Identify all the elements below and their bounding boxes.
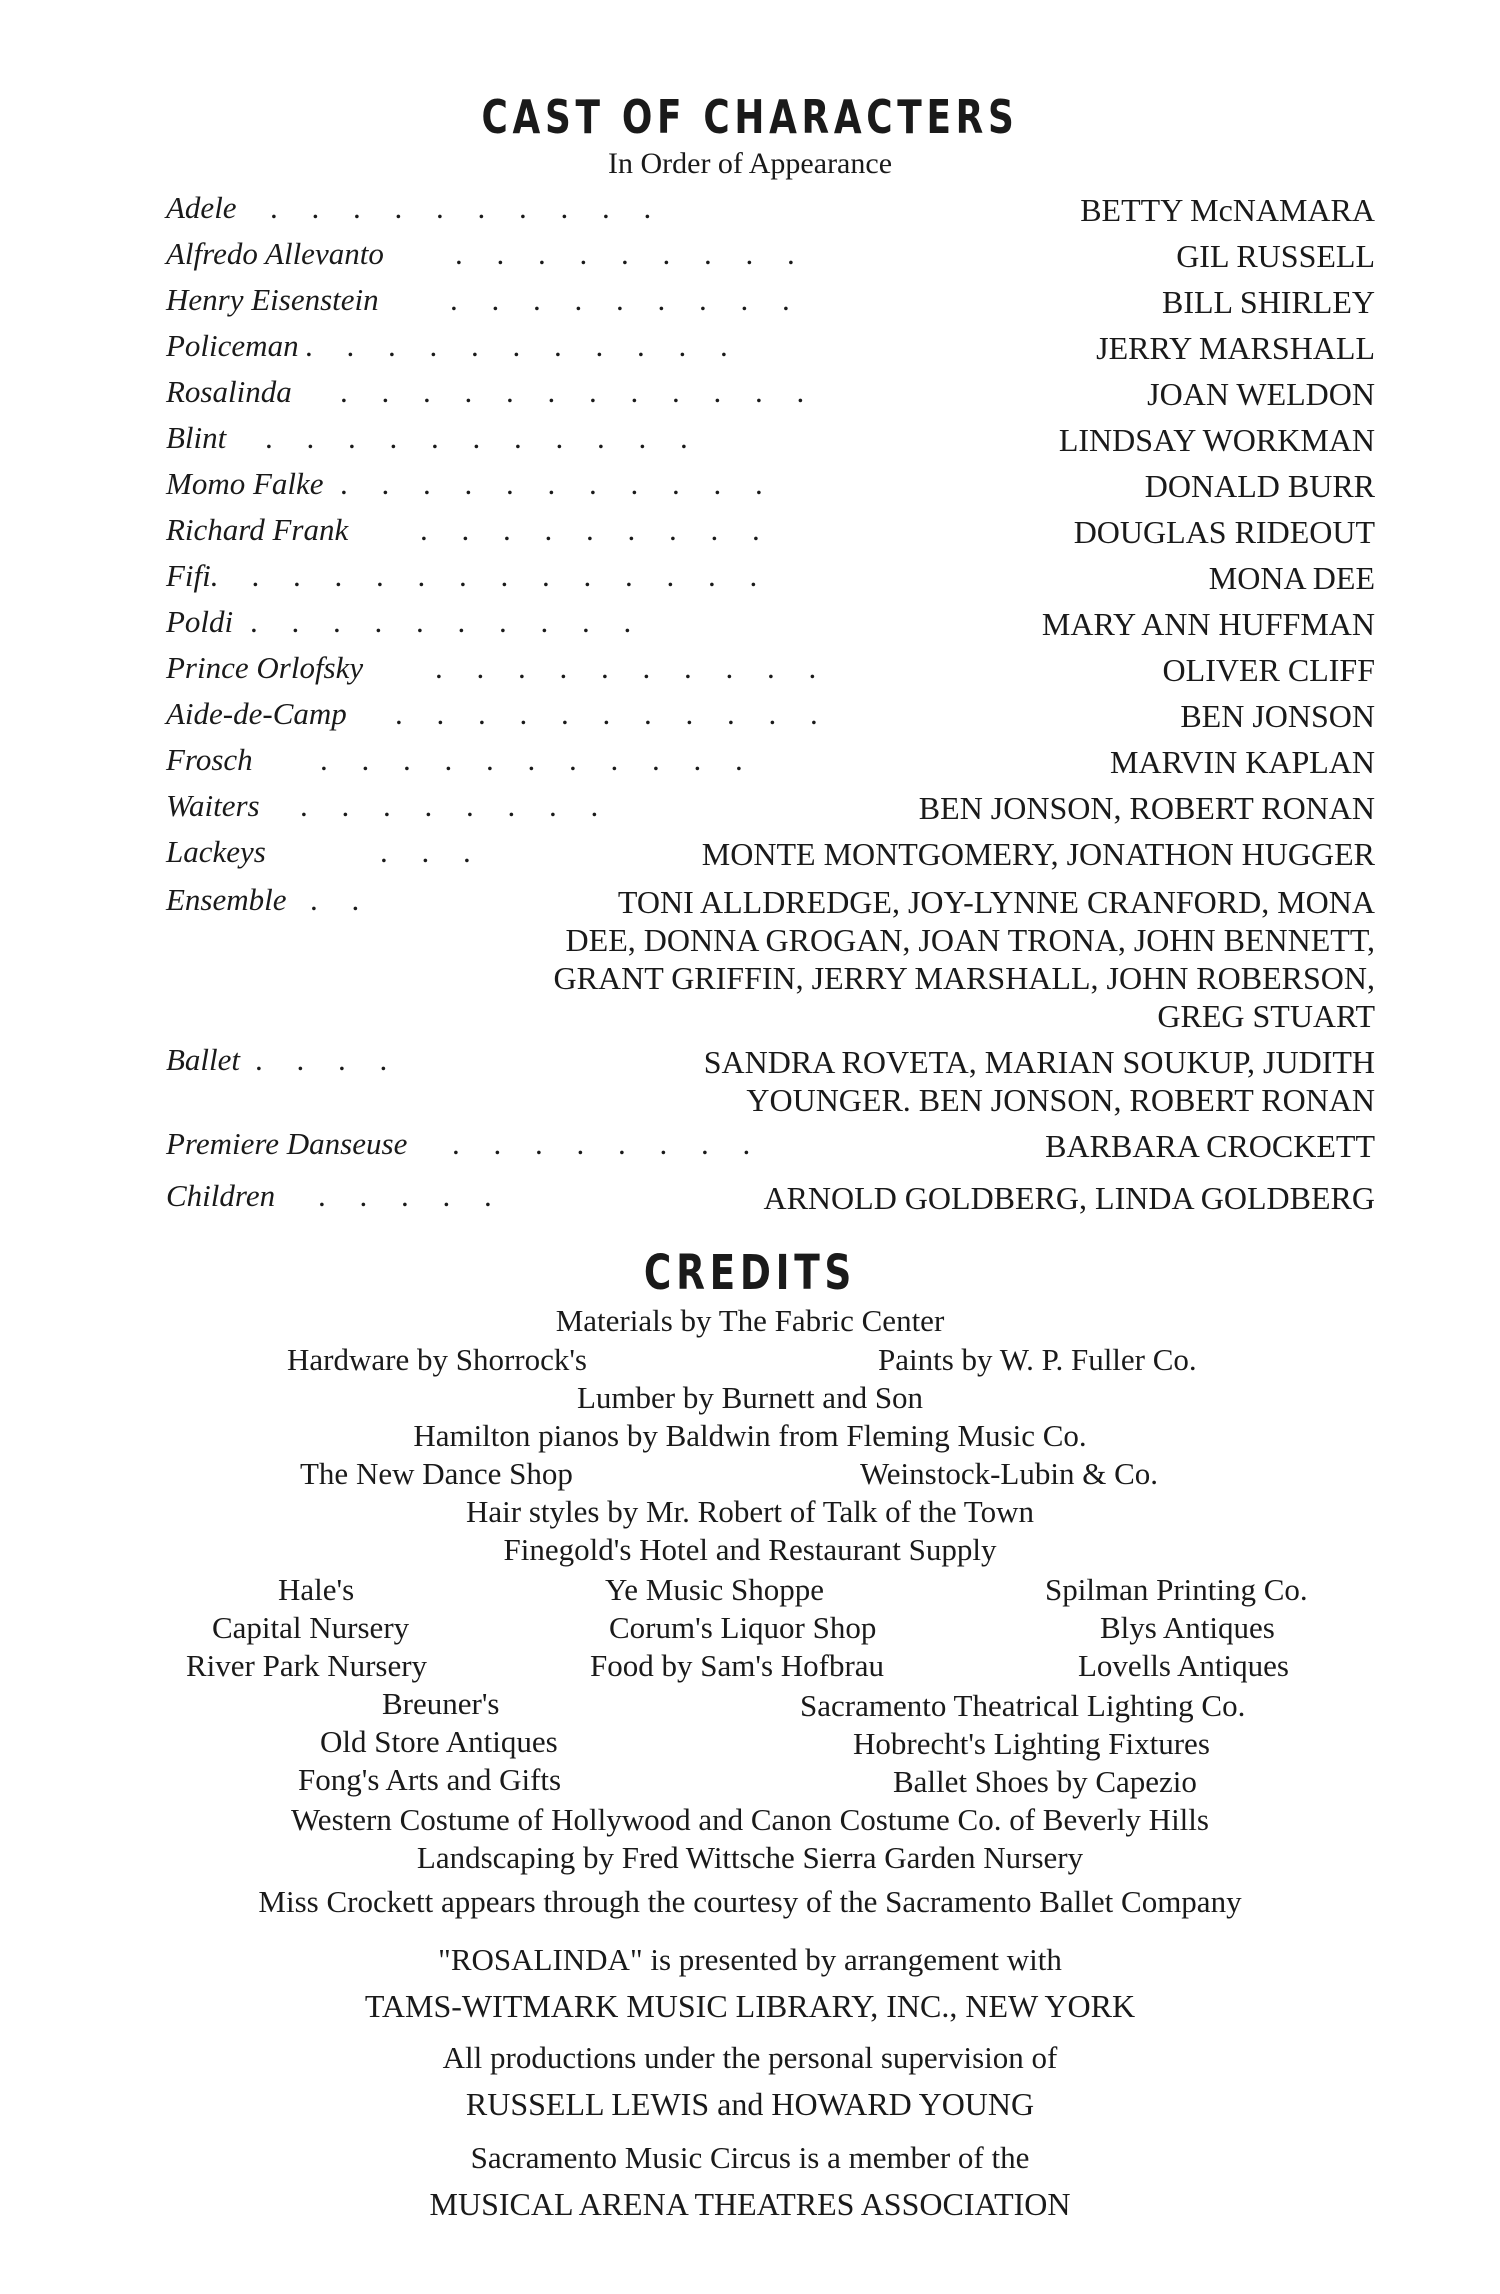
credit-line: MUSICAL ARENA THEATRES ASSOCIATION: [429, 2186, 1071, 2222]
credit-line: Hardware by Shorrock's: [287, 1342, 587, 1377]
role-name: Frosch: [166, 742, 253, 777]
credit-line: Sacramento Music Circus is a member of the: [470, 2140, 1030, 2175]
role-name: Henry Eisenstein: [166, 282, 379, 317]
credit-line: Paints by W. P. Fuller Co.: [878, 1342, 1197, 1377]
actor-name: BEN JONSON, ROBERT RONAN: [918, 790, 1375, 826]
actor-name: BARBARA CROCKETT: [1045, 1128, 1375, 1164]
credit-grid-cell: Capital Nursery: [212, 1610, 410, 1645]
leader-dots: . . . . . . . . . . .: [265, 420, 701, 455]
actor-name: MARY ANN HUFFMAN: [1041, 606, 1375, 642]
actor-name: OLIVER CLIFF: [1162, 652, 1375, 688]
role-name: Premiere Danseuse: [166, 1126, 408, 1161]
role-name: Fifi: [166, 558, 211, 593]
actor-name: MONA DEE: [1208, 560, 1375, 596]
credit-line: Fong's Arts and Gifts: [298, 1762, 562, 1797]
credit-line: All productions under the personal supervision of: [442, 2040, 1058, 2075]
ensemble-line: GRANT GRIFFIN, JERRY MARSHALL, JOHN ROBERSON,: [553, 960, 1375, 996]
actor-name: JOAN WELDON: [1147, 376, 1375, 412]
role-name: Waiters: [166, 788, 260, 823]
actor-name: MONTE MONTGOMERY, JONATHON HUGGER: [701, 836, 1375, 872]
leader-dots: . . . . . . . .: [300, 788, 612, 823]
actor-name: GIL RUSSELL: [1176, 238, 1375, 274]
credit-line: Finegold's Hotel and Restaurant Supply: [503, 1532, 997, 1567]
credit-grid-cell: River Park Nursery: [186, 1648, 428, 1683]
credit-grid-cell: Lovells Antiques: [1078, 1648, 1289, 1683]
ensemble-line: DEE, DONNA GROGAN, JOAN TRONA, JOHN BENNETT,: [565, 922, 1375, 958]
credit-line: Ballet Shoes by Capezio: [893, 1764, 1197, 1799]
role-name: Prince Orlofsky: [166, 650, 364, 685]
credit-grid-cell: Hale's: [278, 1572, 355, 1607]
leader-dots: . . . . . . . . . . .: [320, 742, 756, 777]
actor-name: DOUGLAS RIDEOUT: [1073, 514, 1375, 550]
leader-dots: . . . . . . . . .: [420, 512, 773, 547]
actor-name: BEN JONSON: [1180, 698, 1375, 734]
leader-dots: . .: [310, 882, 373, 917]
credit-line: Hair styles by Mr. Robert of Talk of the Town: [466, 1494, 1034, 1529]
role-name: Ensemble: [166, 882, 287, 917]
credit-line: Hamilton pianos by Baldwin from Fleming Music Co.: [413, 1418, 1087, 1453]
credit-line: Sacramento Theatrical Lighting Co.: [800, 1688, 1246, 1723]
role-name: Adele: [166, 190, 237, 225]
actor-name: LINDSAY WORKMAN: [1058, 422, 1375, 458]
role-name: Children: [166, 1178, 276, 1213]
leader-dots: . . . . . . . . . . . . . .: [210, 558, 771, 593]
actor-name: BILL SHIRLEY: [1161, 284, 1375, 320]
leader-dots: . . . . . . . .: [452, 1126, 764, 1161]
credit-grid-cell: Blys Antiques: [1100, 1610, 1275, 1645]
credit-line: Materials by The Fabric Center: [555, 1303, 945, 1338]
credit-line: RUSSELL LEWIS and HOWARD YOUNG: [465, 2086, 1035, 2122]
cast-subtitle: In Order of Appearance: [607, 147, 893, 180]
ballet-line: SANDRA ROVETA, MARIAN SOUKUP, JUDITH: [703, 1044, 1375, 1080]
credit-grid-cell: Ye Music Shoppe: [605, 1572, 825, 1607]
role-name: Momo Falke: [166, 466, 324, 501]
role-name: Ballet: [166, 1042, 241, 1077]
leader-dots: . . . . . . . . . . . .: [340, 374, 818, 409]
actor-name: DONALD BURR: [1144, 468, 1375, 504]
credit-line: Lumber by Burnett and Son: [576, 1380, 924, 1415]
ballet-line: YOUNGER. BEN JONSON, ROBERT RONAN: [746, 1082, 1375, 1118]
role-name: Lackeys: [166, 834, 266, 869]
credit-line: Hobrecht's Lighting Fixtures: [853, 1726, 1210, 1761]
cast-title: CAST OF CHARACTERS: [481, 90, 1019, 144]
credit-line: Landscaping by Fred Wittsche Sierra Garden Nursery: [416, 1840, 1084, 1875]
credit-line: Miss Crockett appears through the courtesy of the Sacramento Ballet Company: [258, 1884, 1242, 1919]
credit-line: Breuner's: [382, 1686, 500, 1721]
role-name: Alfredo Allevanto: [166, 236, 384, 271]
ensemble-line: GREG STUART: [1157, 998, 1375, 1034]
leader-dots: . . . . . . . . .: [455, 236, 808, 271]
credit-grid-cell: Corum's Liquor Shop: [609, 1610, 877, 1645]
actor-name: MARVIN KAPLAN: [1110, 744, 1375, 780]
credit-line: Weinstock-Lubin & Co.: [860, 1456, 1158, 1491]
credit-line: TAMS-WITMARK MUSIC LIBRARY, INC., NEW YORK: [364, 1988, 1136, 2024]
actor-name: BETTY McNAMARA: [1080, 192, 1375, 228]
leader-dots: . . . . . . . . .: [450, 282, 803, 317]
role-name: Blint: [166, 420, 227, 455]
leader-dots: . . . . . . . . . . .: [340, 466, 776, 501]
leader-dots: . . . . .: [318, 1178, 505, 1213]
actor-name: ARNOLD GOLDBERG, LINDA GOLDBERG: [763, 1180, 1375, 1216]
role-name: Policeman: [166, 328, 299, 363]
leader-dots: . . . . . . . . . . .: [305, 328, 741, 363]
leader-dots: . . . . . . . . . .: [270, 190, 665, 225]
credit-grid-cell: Food by Sam's Hofbrau: [590, 1648, 885, 1683]
leader-dots: . . .: [380, 834, 484, 869]
leader-dots: . . . . . . . . . . .: [395, 696, 831, 731]
leader-dots: . . . . . . . . . .: [435, 650, 830, 685]
role-name: Rosalinda: [166, 374, 292, 409]
leader-dots: . . . .: [255, 1042, 401, 1077]
credit-line: Old Store Antiques: [320, 1724, 558, 1759]
credit-line: The New Dance Shop: [300, 1456, 573, 1491]
credit-line: "ROSALINDA" is presented by arrangement with: [438, 1942, 1062, 1977]
leader-dots: . . . . . . . . . .: [250, 604, 645, 639]
role-name: Richard Frank: [166, 512, 349, 547]
actor-name: JERRY MARSHALL: [1096, 330, 1375, 366]
role-name: Aide-de-Camp: [166, 696, 347, 731]
role-name: Poldi: [166, 604, 234, 639]
credit-line: Western Costume of Hollywood and Canon Costume Co. of Beverly Hills: [291, 1802, 1209, 1837]
ensemble-line: TONI ALLDREDGE, JOY-LYNNE CRANFORD, MONA: [617, 884, 1375, 920]
credits-title: CREDITS: [643, 1245, 857, 1301]
credit-grid-cell: Spilman Printing Co.: [1045, 1572, 1308, 1607]
